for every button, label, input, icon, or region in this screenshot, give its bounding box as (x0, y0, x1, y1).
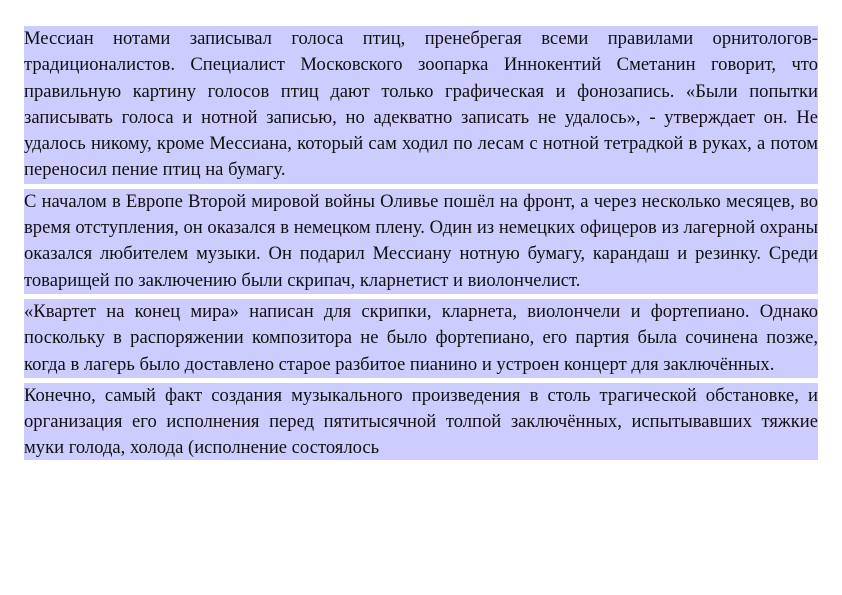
document-body (24, 26, 818, 465)
paragraph-birdsong: Мессиан нотами записывал голоса птиц, пренебрегая всеми правилами орнитологов-традиционалистов. Специалист Московского зоопарка Иннокентий Сметанин говорит, что правильную картину голосов птиц дают только графическая и фонозапись. «Были попытки записывать голоса и нотной записью, но адекватно записать не удалось», - утверждает он. Не удалось никому, кроме Мессиана, который сам ходил по лесам с нотной тетрадкой в руках, а потом переносил пение птиц на бумагу. (24, 26, 818, 184)
paragraph-quartet: «Квартет на конец мира» написан для скрипки, кларнета, виолончели и фортепиано. Однако поскольку в распоряжении композитора не было фортепиано, его партия была сочинена позже, когда в лагерь было доставлено старое разбитое пианино и устроен концерт для заключённых. (24, 299, 818, 378)
paragraph-performance: Конечно, самый факт создания музыкального произведения в столь трагической обстановке, и организация его исполнения перед пятитысячной толпой заключённых, испытывавших тяжкие муки голода, холода (исполнение состоялось (24, 384, 818, 459)
paragraph-captivity: С началом в Европе Второй мировой войны Оливье пошёл на фронт, а через несколько месяцев, во время отступления, он оказался в немецком плену. Один из немецких офицеров из лагерной охраны оказался любителем музыки. Он подарил Мессиану нотную бумагу, карандаш и резинку. Среди товарищей по заключению были скрипач, кларнетист и виолончелист. (24, 189, 818, 294)
